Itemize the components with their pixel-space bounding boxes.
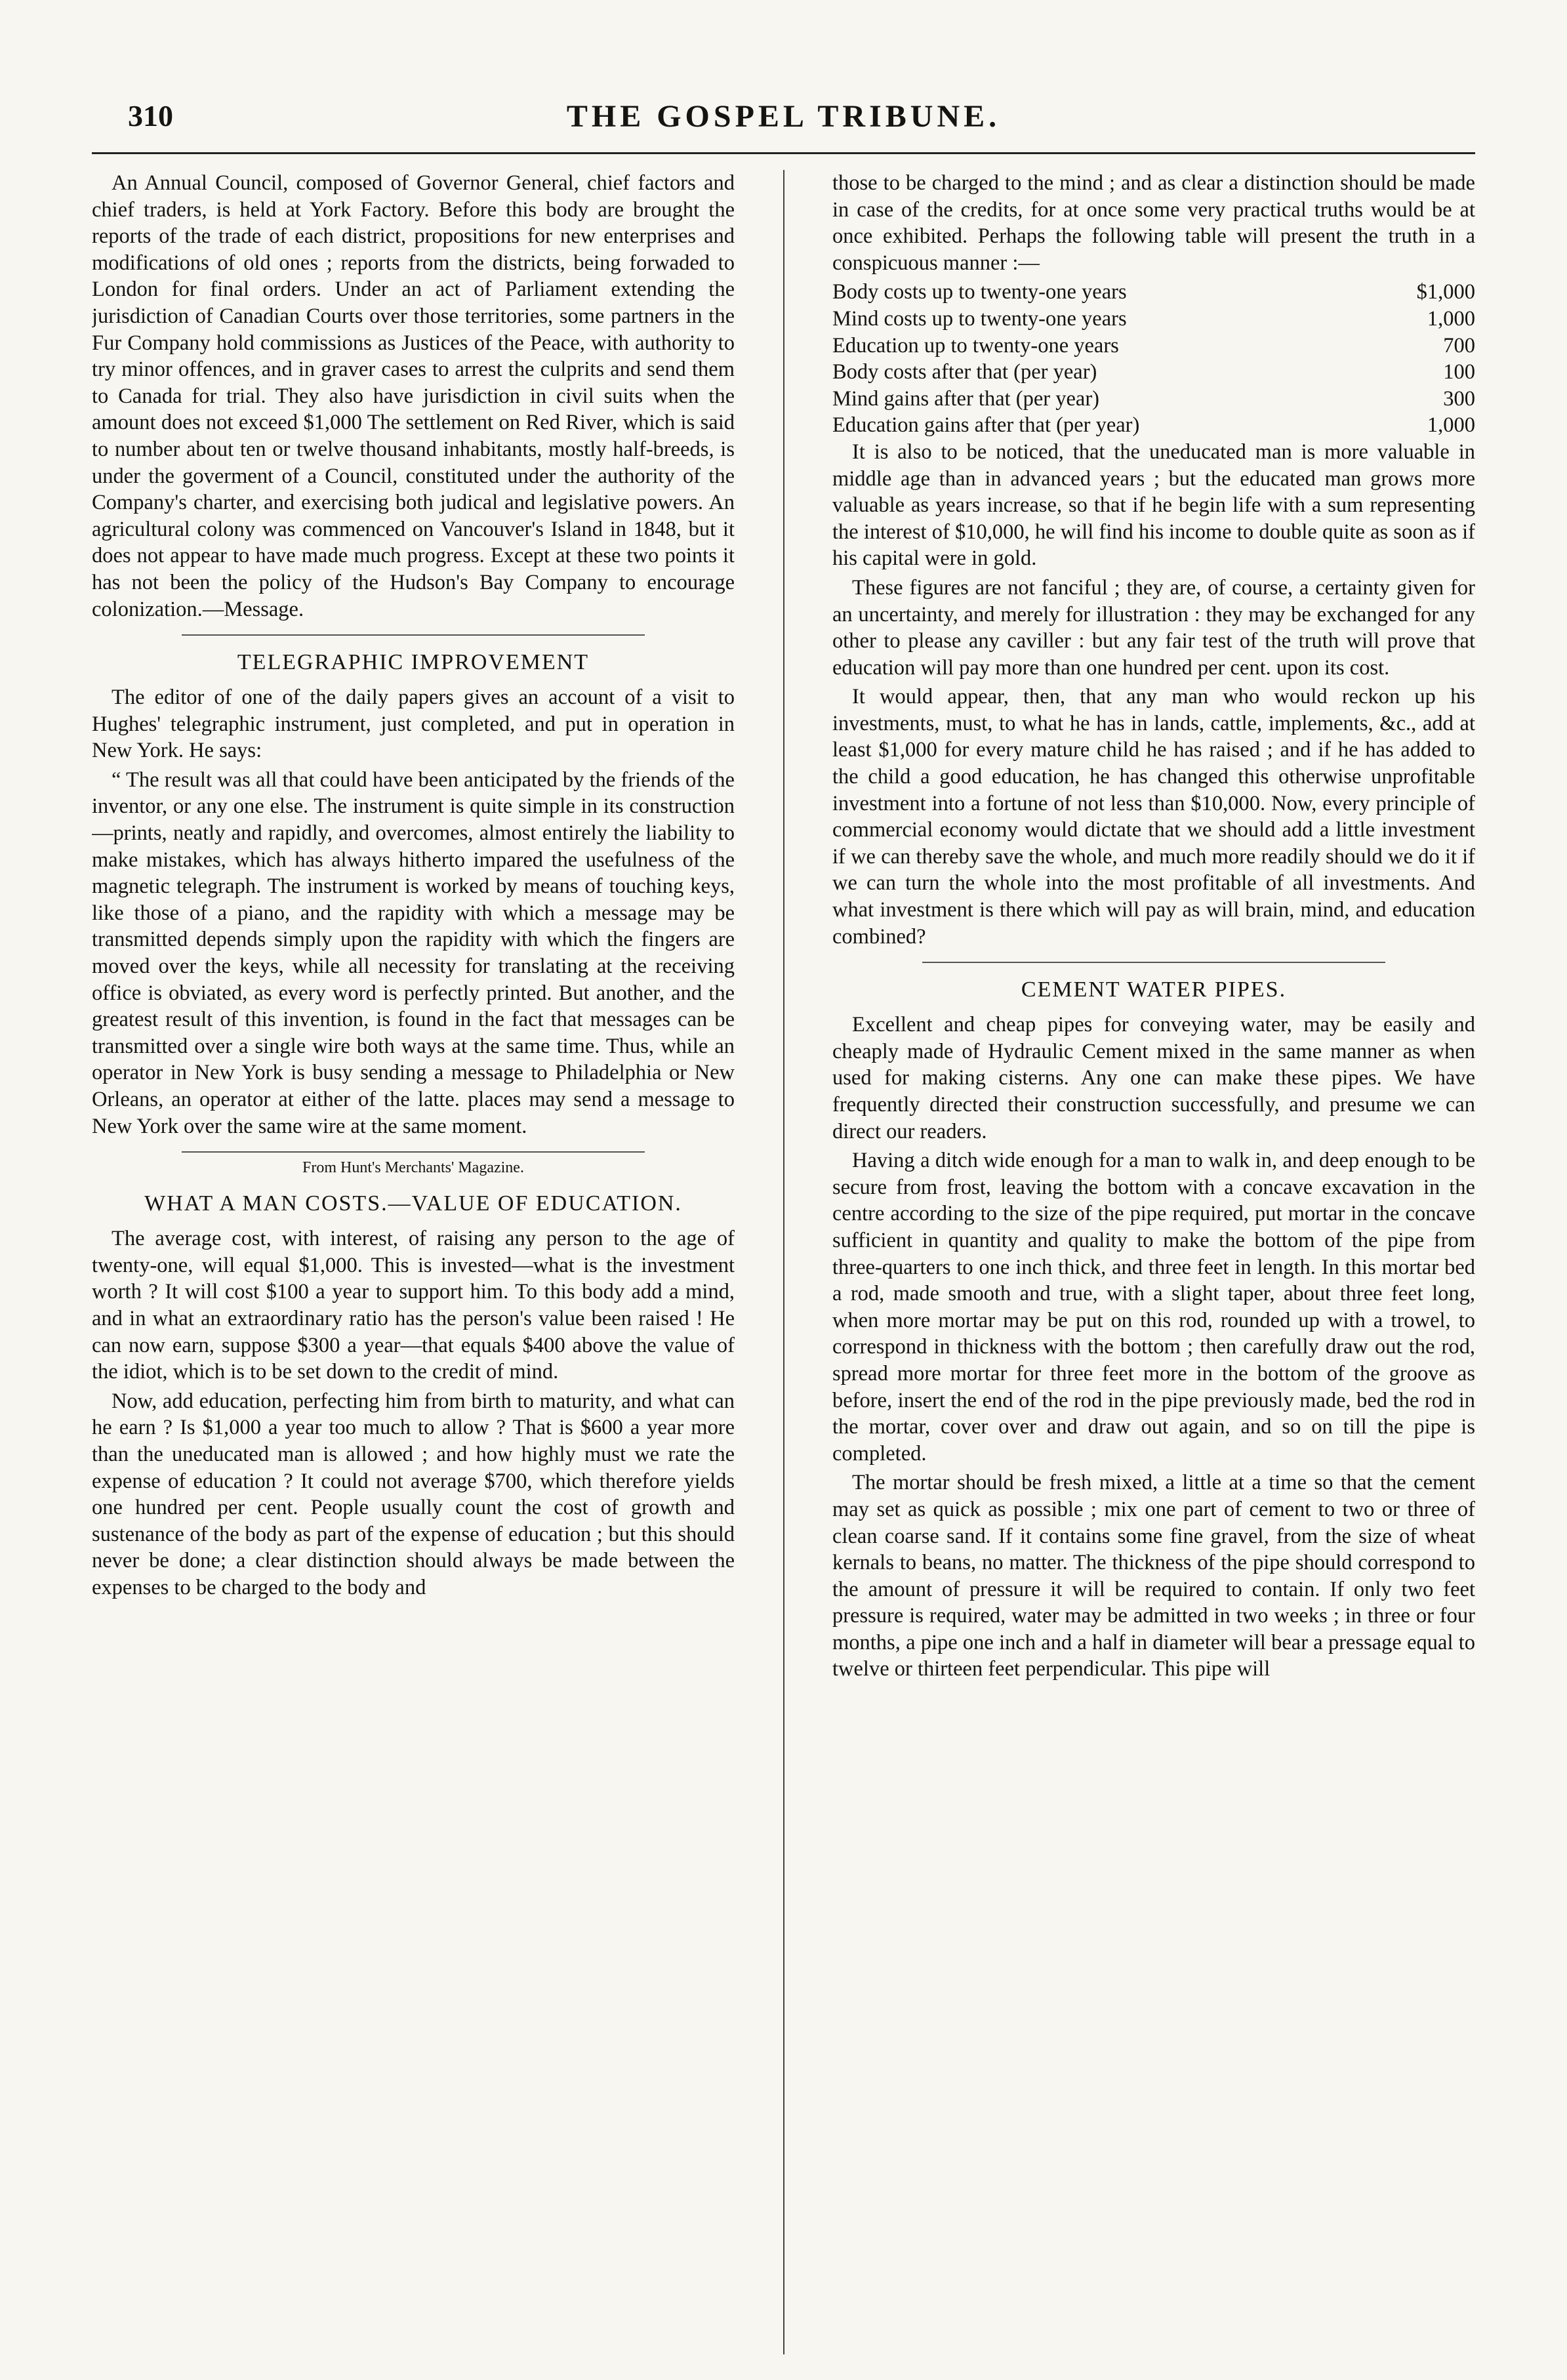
cost-paragraph-1: The average cost, with interest, of raising any person to the age of twenty-one, will equal $1,000. This is invested—what is the investment worth ? It will cost $100 a year to support him. To this body add a mind, and in what an extraordinary ratio has the person's value been raised ! He can now earn, suppose $300 a year—that equals $400 above the value of the idiot, which is to be set down to the credit of mind.: [92, 1227, 735, 1384]
table-item: Education gains after that (per year): [832, 413, 1140, 438]
table-item: Body costs after that (per year): [832, 360, 1097, 384]
source-line: From Hunt's Merchants' Magazine.: [302, 1159, 524, 1177]
telegraph-paragraph-1: The editor of one of the daily papers gives an account of a visit to Hughes' telegraphic instrument, just completed, and put in operation in New York. He says:: [92, 686, 735, 763]
table-amount: 700: [1443, 333, 1475, 358]
right-column: [832, 170, 1475, 2354]
section-separator: [182, 634, 645, 636]
cement-paragraph-2: Having a ditch wide enough for a man to walk in, and deep enough to be secure from frost, leaving the bottom with a concave excavation in the centre according to the size of the pipe required, put mortar in the concave sufficient in quantity and quality to make the bottom of the pipe from three-quarters to one inch thick, and three feet in length. In this mortar bed a rod, made smooth and true, with a slight taper, about three feet long, when more mortar may be put on this rod, rounded up with a trowel, to correspond in thickness with the bottom ; then carefully draw out the rod, spread more mortar for three feet more in the bottom of the groove as before, insert the end of the rod in the pipe previously made, bed the rod in the mortar, cover over and draw out again, and so on till the pipe is completed.: [832, 1149, 1475, 1466]
column-divider: [783, 170, 784, 2354]
cement-paragraph-1: Excellent and cheap pipes for conveying water, may be easily and cheaply made of Hydraulic Cement mixed in the same manner as when used for making cisterns. Any one can make these pipes. We have frequently directed their construction successfully, and presume we can direct our readers.: [832, 1013, 1475, 1143]
table-amount: 100: [1443, 360, 1475, 384]
table-row: [832, 386, 1475, 413]
hbc-paragraph: An Annual Council, composed of Governor General, chief factors and chief traders, is held at York Factory. Before this body are brought the reports of the trade of each district, propositions for new enterprises and modifications of old ones ; reports from the districts, being forwaded to London for final orders. Under an act of Parliament extending the jurisdiction of Canadian Courts over those territories, some partners in the Fur Company hold commissions as Justices of the Peace, with authority to try minor offences, and in graver cases to arrest the culprits and send them to Canada for trial. They also have jurisdiction in civil suits when the amount does not exceed $1,000 The settlement on Red River, which is said to number about ten or twelve thousand inhabitants, mostly half-breeds, is under the goverment of a Council, constituted under the authority of the Company's charter, and exercising both judical and legislative powers. An agricultural colony was commenced on Vancouver's Island in 1848, but it does not appear to have made much progress. Except at these two points it has not been the policy of the Hudson's Bay Company to encourage colonization.—Message.: [92, 171, 735, 621]
cost-table: [832, 279, 1475, 439]
telegraph-title: TELEGRAPHIC IMPROVEMENT: [237, 650, 590, 675]
cost-paragraph-2: Now, add education, perfecting him from birth to maturity, and what can he earn ? Is $1,000 a year too much to allow ? That is $600 a year more than the uneducated man is allowed ; and how highly must we rate the expense of education ? It could not average $700, which therefore yields one hundred per cent. People usually count the cost of growth and sustenance of the body as part of the expense of education ; but this should never be done; a clear distinction should always be made between the expenses to be charged to the body and: [92, 1389, 735, 1599]
table-item: Body costs up to twenty-one years: [832, 280, 1127, 304]
appear-paragraph: It would appear, then, that any man who would reckon up his investments, must, to what he has in lands, cattle, implements, &c., add at least $1,000 for every mature child he has raised ; and if he has added to the child a good education, he has changed this otherwise unprofitable investment into a fortune of not less than $10,000. Now, every principle of commercial economy would dictate that we should add a little investment if we can thereby save the whole, and much more readily should we do it if we can turn the whole into the most profitable of all investments. And what investment is there which will pay as will brain, mind, and education combined?: [832, 685, 1475, 949]
page-number: 310: [128, 99, 173, 133]
section-separator: [182, 1151, 645, 1153]
telegraph-paragraph-2: “ The result was all that could have been anticipated by the friends of the inventor, or any one else. The instrument is quite simple in its construction—prints, neatly and rapidly, and overcomes, almost entirely the liability to make mistakes, which has always hitherto impared the usefulness of the magnetic telegraph. The instrument is worked by means of touching keys, like those of a piano, and the rapidity with which a message may be transmitted depends simply upon the rapidity with which the fingers are moved over the keys, while all necessity for translating at the receiving office is obviated, as every word is perfectly printed. But another, and the greatest result of this invention, is found in the fact that messages can be transmitted over a single wire both ways at the same time. Thus, while an operator in New York is busy sending a message to Philadelphia or New Orleans, an operator at either of the latte. places may send a message to New York over the same wire at the same moment.: [92, 768, 735, 1138]
table-row: [832, 359, 1475, 386]
table-amount: 1,000: [1427, 413, 1475, 438]
table-amount: 1,000: [1427, 306, 1475, 331]
table-item: Mind costs up to twenty-one years: [832, 306, 1127, 331]
header-rule: [92, 152, 1475, 154]
continuation-paragraph: those to be charged to the mind ; and as clear a distinction should be made in case of the credits, for at once some very practical truths would be at once exhibited. Perhaps the following table will present the truth in a conspicuous manner :—: [832, 171, 1475, 275]
table-row: [832, 279, 1475, 306]
table-amount: $1,000: [1416, 280, 1475, 304]
columns: [92, 170, 1475, 2354]
page-header: [92, 98, 1475, 144]
left-column: [92, 170, 735, 2354]
figures-paragraph: These figures are not fanciful ; they are, of course, a certainty given for an uncertainty, and merely for illustration : they may be exchanged for any other to please any caviller : but any fair test of the truth will prove that education will pay more than one hundred per cent. upon its cost.: [832, 575, 1475, 680]
cost-title: WHAT A MAN COSTS.—VALUE OF EDUCATION.: [144, 1191, 682, 1216]
cement-title: CEMENT WATER PIPES.: [1021, 977, 1287, 1002]
section-separator: [922, 962, 1385, 963]
cement-paragraph-3: The mortar should be fresh mixed, a little at a time so that the cement may set as quick as possible ; mix one part of cement to two or three of clean coarse sand. If it contains some fine gravel, from the size of wheat kernals to beans, no matter. The thickness of the pipe should correspond to the amount of pressure it will be required to contain. If only two feet pressure is required, water may be admitted in two weeks ; in three or four months, a pipe one inch and a half in diameter will bear a pressage equal to twelve or thirteen feet perpendicular. This pipe will: [832, 1471, 1475, 1681]
table-row: [832, 412, 1475, 439]
table-item: Mind gains after that (per year): [832, 386, 1099, 411]
table-row: [832, 333, 1475, 359]
table-row: [832, 306, 1475, 333]
running-title: THE GOSPEL TRIBUNE.: [566, 99, 1001, 134]
notice-paragraph: It is also to be noticed, that the uneducated man is more valuable in middle age than in advanced years ; but the educated man grows more valuable as years increase, so that if he begin life with a sum representing the interest of $10,000, he will find his income to double quite as soon as if his capital were in gold.: [832, 440, 1475, 571]
table-item: Education up to twenty-one years: [832, 333, 1119, 358]
table-amount: 300: [1443, 386, 1475, 411]
